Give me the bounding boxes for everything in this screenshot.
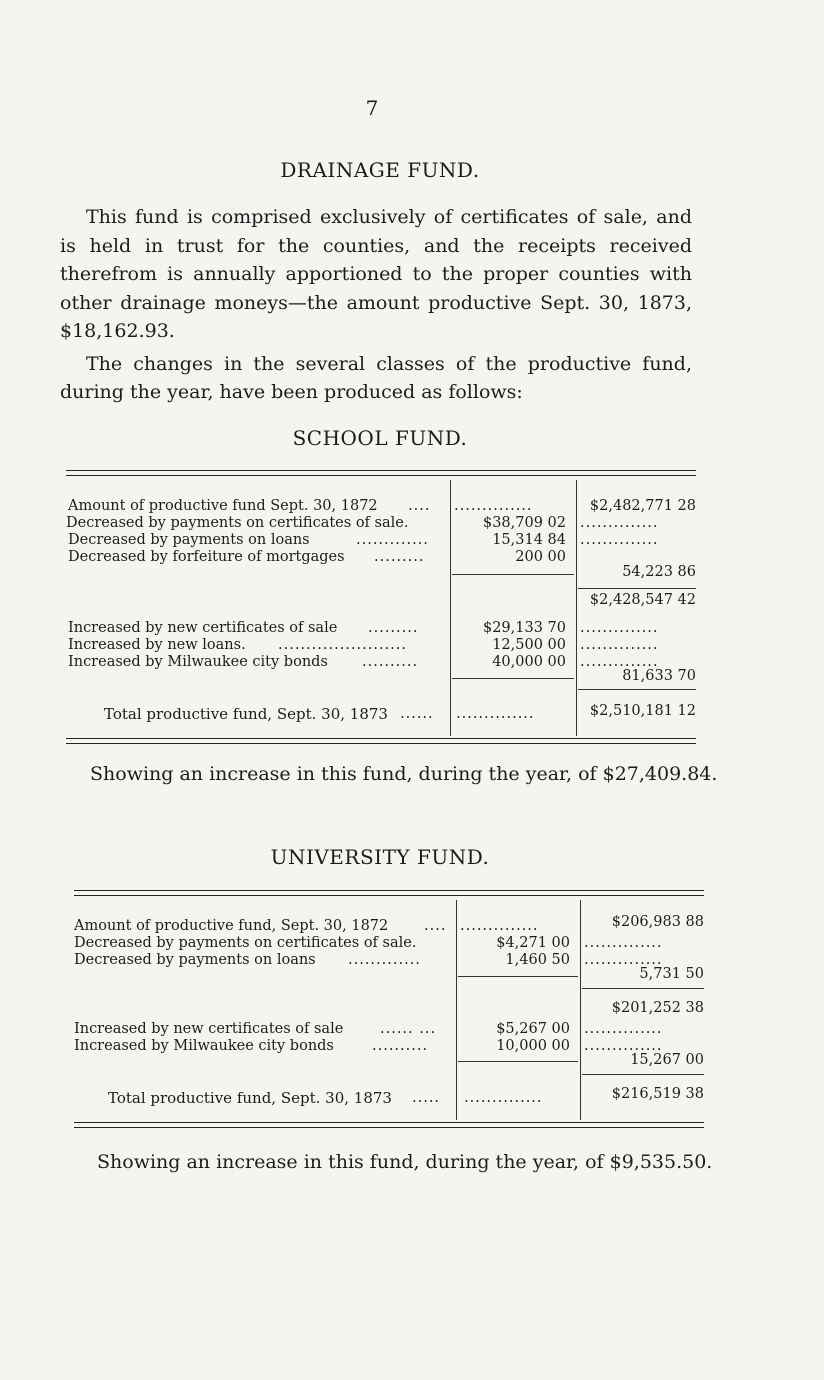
university-fund-title: UNIVERSITY FUND. <box>270 845 490 869</box>
ledger-row-amount: $29,133 70 <box>482 620 566 636</box>
ledger-row-label: Decreased by payments on certificates of sale. <box>66 515 409 531</box>
page-number: 7 <box>365 96 379 120</box>
total-amount: $2,510,181 12 <box>589 703 696 719</box>
ledger-row-label: Amount of productive fund, Sept. 30, 1872 <box>74 918 389 934</box>
ledger-row-label: Decreased by payments on certificates of sale. <box>74 935 417 951</box>
total-label: Total productive fund, Sept. 30, 1873 <box>108 1089 392 1107</box>
ledger-row-label: Increased by new loans. <box>68 637 246 653</box>
changes-paragraph: The changes in the several classes of the productive fund, during the year, have been produced as follows: <box>60 352 692 403</box>
ledger-row-amount: $4,271 00 <box>496 935 570 951</box>
ledger-row-label: Increased by Milwaukee city bonds <box>74 1038 334 1054</box>
ledger-row-amount: $38,709 02 <box>482 515 566 531</box>
ledger-row-amount: 1,460 50 <box>505 952 570 968</box>
university-fund-table: Amount of productive fund, Sept. 30, 1872 .... .............. $206,983 88 Decreased by payments on certificates of sale. $4,271 00 .............. Decreased by payments on loans ............. 1,460 50 .............. 5,731 50 $201,252 38 Increased by new certificates of sale ...... ... $5,267 00 .............. Increased by Milwaukee city bonds .......... 10,000 00 .............. 15,267 00 Total productive fund, Sept. 30, 1873 ..... .............. $216,519 38 <box>74 890 704 1136</box>
ledger-row-label: Decreased by payments on loans <box>74 952 316 968</box>
ledger-row-balance: $2,428,547 42 <box>589 592 696 608</box>
ledger-row-label: Increased by new certificates of sale <box>68 620 338 636</box>
table-top-rule <box>74 890 704 896</box>
university-fund-summary: Showing an increase in this fund, during the year, of $9,535.50. <box>97 1151 713 1173</box>
ledger-row-label: Amount of productive fund Sept. 30, 1872 <box>68 498 378 514</box>
drainage-fund-title: DRAINAGE FUND. <box>280 158 480 182</box>
table-top-rule <box>66 470 696 476</box>
school-fund-title: SCHOOL FUND. <box>292 426 468 450</box>
ledger-row-amount: 12,500 00 <box>492 637 566 653</box>
ledger-row-amount: 40,000 00 <box>492 654 566 670</box>
ledger-row-label: Decreased by forfeiture of mortgages <box>68 549 345 565</box>
total-amount: $216,519 38 <box>611 1086 704 1102</box>
total-label: Total productive fund, Sept. 30, 1873 <box>104 705 388 723</box>
ledger-row-amount: 200 00 <box>515 549 566 565</box>
table-bottom-rule <box>74 1122 704 1128</box>
school-fund-summary: Showing an increase in this fund, during the year, of $27,409.84. <box>90 763 718 785</box>
table-bottom-rule <box>66 738 696 744</box>
ledger-row-amount: 15,314 84 <box>492 532 566 548</box>
ledger-row-balance: 5,731 50 <box>639 966 704 982</box>
ledger-row-balance: $2,482,771 28 <box>589 498 696 514</box>
ledger-row-balance: 81,633 70 <box>622 668 696 684</box>
ledger-row-balance: 54,223 86 <box>622 564 696 580</box>
ledger-row-label: Decreased by payments on loans <box>68 532 310 548</box>
ledger-row-balance: $201,252 38 <box>611 1000 704 1016</box>
ledger-row-label: Increased by new certificates of sale <box>74 1021 344 1037</box>
drainage-paragraph: This fund is comprised exclusively of certificates of sale, and is held in trust for the counties, and the receipts received therefrom is annually apportioned to the proper counties with other drainage moneys—the amount productive Sept. 30, 1873, $18,162.93. <box>60 206 692 342</box>
ledger-row-label: Increased by Milwaukee city bonds <box>68 654 328 670</box>
ledger-row-balance: 15,267 00 <box>630 1052 704 1068</box>
drainage-fund-text <box>60 203 692 407</box>
school-fund-table: Amount of productive fund Sept. 30, 1872 .... .............. $2,482,771 28 Decreased by payments on certificates of sale. $38,709 02 .............. Decreased by payments on loans ............. 15,314 84 .............. Decreased by forfeiture of mortgages ......... 200 00 54,223 86 $2,428,547 42 Increased by new certificates of sale ......... $29,133 70 .............. Increased by new loans. ....................... 12,500 00 .............. Increased by Milwaukee city bonds .......... 40,000 00 .............. 81,633 70 Total productive fund, Sept. 30, 1873 ...... .............. $2,510,181 12 <box>66 470 696 750</box>
ledger-row-balance: $206,983 88 <box>611 914 704 930</box>
ledger-row-amount: $5,267 00 <box>496 1021 570 1037</box>
ledger-row-amount: 10,000 00 <box>496 1038 570 1054</box>
